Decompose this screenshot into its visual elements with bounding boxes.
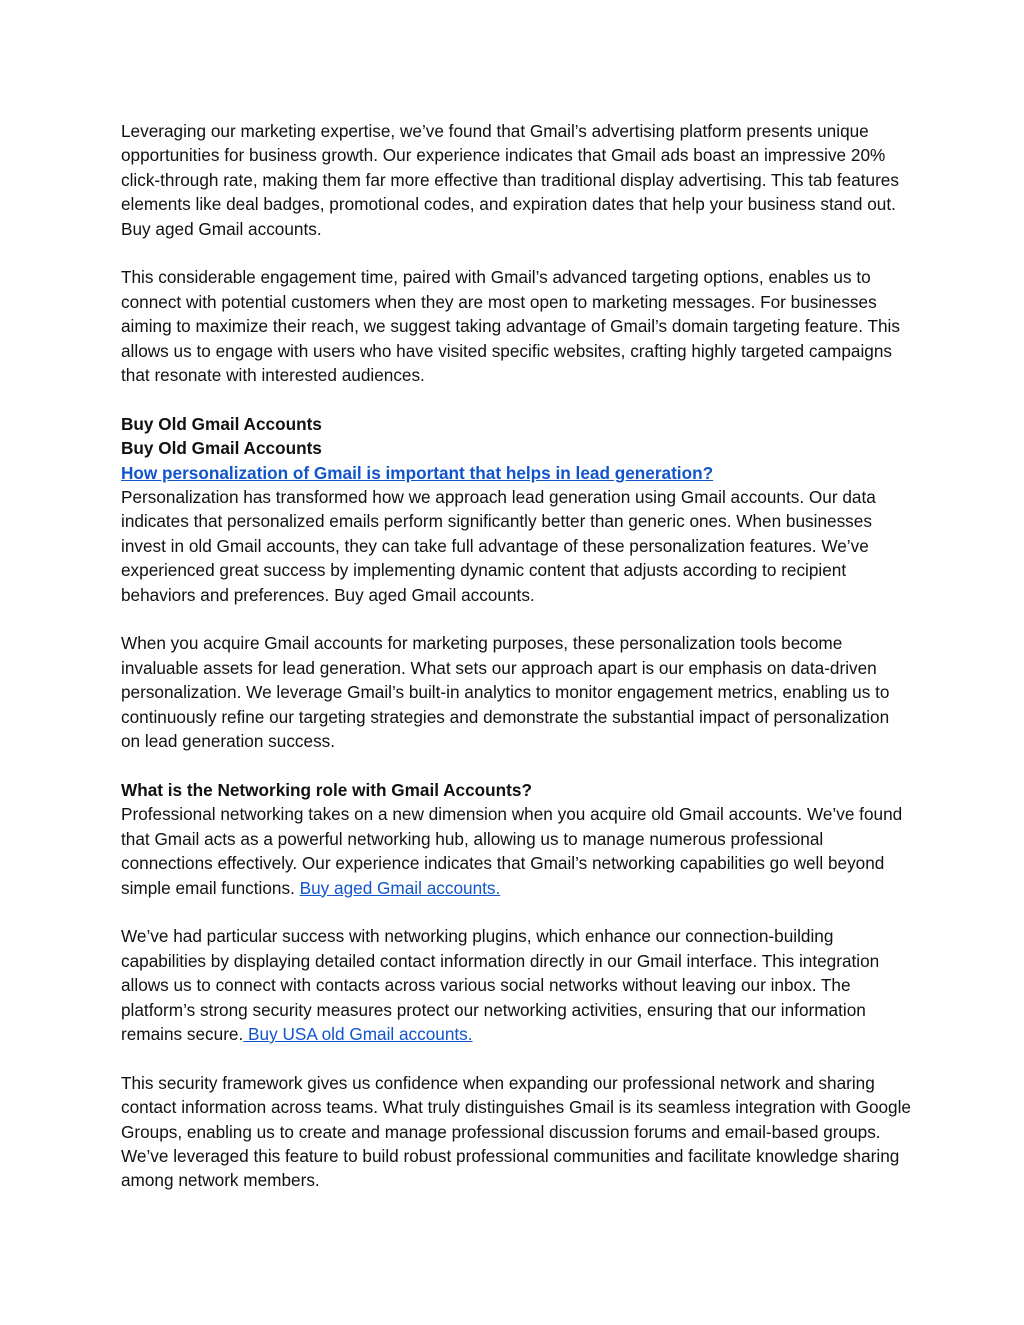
paragraph-engagement: This considerable engagement time, paired with Gmail’s advanced targeting options, enables us to connect with potential customers when they are most open to marketing messages. For businesses aiming to maximize their reach, we suggest taking advantage of Gmail’s domain targeting feature. This allows us to engage with users who have visited specific websites, crafting highly targeted campaigns that resonate with interested audiences. (121, 267, 900, 386)
heading-buy-old-gmail-2: Buy Old Gmail Accounts (121, 438, 322, 459)
paragraph-spacer (121, 1046, 911, 1070)
buy-aged-gmail-link[interactable]: Buy aged Gmail accounts. (299, 877, 501, 898)
heading-buy-old-gmail-1: Buy Old Gmail Accounts (121, 413, 322, 434)
paragraph-spacer (121, 387, 911, 411)
paragraph-advertising: Leveraging our marketing expertise, we’ve found that Gmail’s advertising platform presents unique opportunities for business growth. Our experience indicates that Gmail ads boast an impressive 20% click-through rate, making them far more effective than traditional display advertising. This tab features elements like deal badges, promotional codes, and expiration dates that help your business stand out. Buy aged Gmail accounts. (121, 121, 899, 239)
document-page (121, 119, 911, 1193)
paragraph-lead-generation: When you acquire Gmail accounts for marketing purposes, these personalization tools become invaluable assets for lead generation. What sets our approach apart is our emphasis on data-driven personalization. We leverage Gmail’s built-in analytics to monitor engagement metrics, enabling us to continuously refine our targeting strategies and demonstrate the substantial impact of personalization on lead generation success. (121, 633, 890, 752)
heading-networking-role: What is the Networking role with Gmail Accounts? (121, 779, 532, 800)
paragraph-plugins (121, 924, 911, 1046)
paragraph-security-framework: This security framework gives us confidence when expanding our professional network and sharing contact information across teams. What truly distinguishes Gmail is its seamless integration with Google Groups, enabling us to create and manage professional discussion forums and email-based groups. We’ve leveraged this feature to build robust professional communities and facilitate knowledge sharing among network members. (121, 1072, 911, 1191)
paragraph-spacer (121, 607, 911, 631)
buy-usa-old-gmail-link[interactable]: Buy USA old Gmail accounts. (243, 1023, 473, 1044)
paragraph-networking (121, 802, 911, 900)
personalization-heading-link[interactable]: How personalization of Gmail is important that helps in lead generation? (121, 462, 714, 483)
paragraph-spacer (121, 754, 911, 778)
heading-personalization-line (121, 461, 911, 485)
paragraph-personalization: Personalization has transformed how we approach lead generation using Gmail accounts. Our data indicates that personalized emails perform significantly better than generic ones. When businesses invest in old Gmail accounts, they can take full advantage of these personalization features. We’ve experienced great success by implementing dynamic content that adjusts according to recipient behaviors and preferences. Buy aged Gmail accounts. (121, 487, 876, 605)
paragraph-plugins-text: We’ve had particular success with networking plugins, which enhance our connection-building capabilities by displaying detailed contact information directly in our Gmail interface. This integration allows us to connect with contacts across various social networks without leaving our inbox. The platform’s strong security measures protect our networking activities, ensuring that our information remains secure. (121, 926, 880, 1044)
paragraph-spacer (121, 900, 911, 924)
paragraph-networking-text: Professional networking takes on a new dimension when you acquire old Gmail accounts. We’ve found that Gmail acts as a powerful networking hub, allowing us to manage numerous professional connections effectively. Our experience indicates that Gmail’s networking capabilities go well beyond simple email functions. (121, 804, 903, 898)
paragraph-spacer (121, 241, 911, 265)
